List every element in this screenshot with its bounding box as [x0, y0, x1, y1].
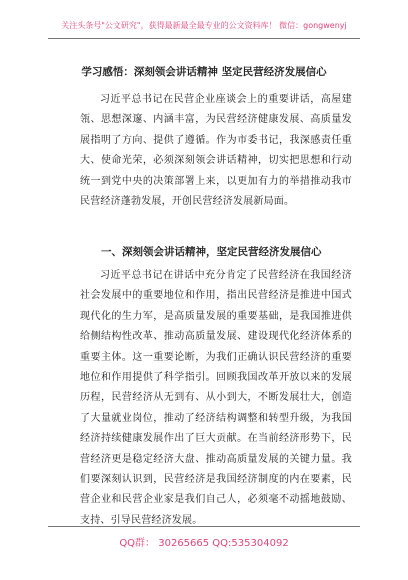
- footer-divider: [48, 526, 360, 527]
- header-banner: 关注头条号"公文研究"，获得最新最全最专业的公文资料库！ 微信：gongwenyj: [61, 21, 347, 30]
- paragraph-intro: 习近平总书记在民营企业座谈会上的重要讲话，高屋建瓴、思想深邃、内涵丰富，为民营经济健康发展、高质量发展指明了方向、提供了遵循。作为市委书记，我深感责任重大、使命光荣，必须深刻领会讲话精神，切实把思想和行动统一到党中央的决策部署上来，以更加有力的举措推动我市民营经济蓬勃发展，开创民营经济发展新局面。: [80, 94, 352, 208]
- header-divider: [48, 38, 360, 39]
- section-heading: 一、深刻领会讲话精神，坚定民营经济发展信心: [101, 246, 322, 258]
- paragraph-section-1: 习近平总书记在讲话中充分肯定了民营经济在我国经济社会发展中的重要地位和作用，指出民营经济是推进中国式现代化的生力军，是高质量发展的重要基础，是我国推进供给侧结构性改革、推动高质量发展、建设现代化经济体系的重要主体。这一重要论断，为我们正确认识民营经济的重要地位和作用提供了科学指引。回顾我国改革开放以来的发展历程，民营经济从无到有、从小到大，不断发展壮大，创造了大量就业岗位，推动了经济结构调整和转型升级，为我国经济持续健康发展作出了巨大贡献。在当前经济形势下，民营经济更是稳定经济大盘、推动高质量发展的关键力量。我们要深刻认识到，民营经济是我国经济制度的内在要素，民营企业和民营企业家是我们自己人，必须毫不动摇地鼓励、支持、引导民营经济发展。: [80, 270, 352, 526]
- document-title: 学习感悟：深刻领会讲话精神 坚定民营经济发展信心: [81, 66, 327, 78]
- footer-contact: QQ群： 30265665 QQ:535304092: [119, 538, 289, 549]
